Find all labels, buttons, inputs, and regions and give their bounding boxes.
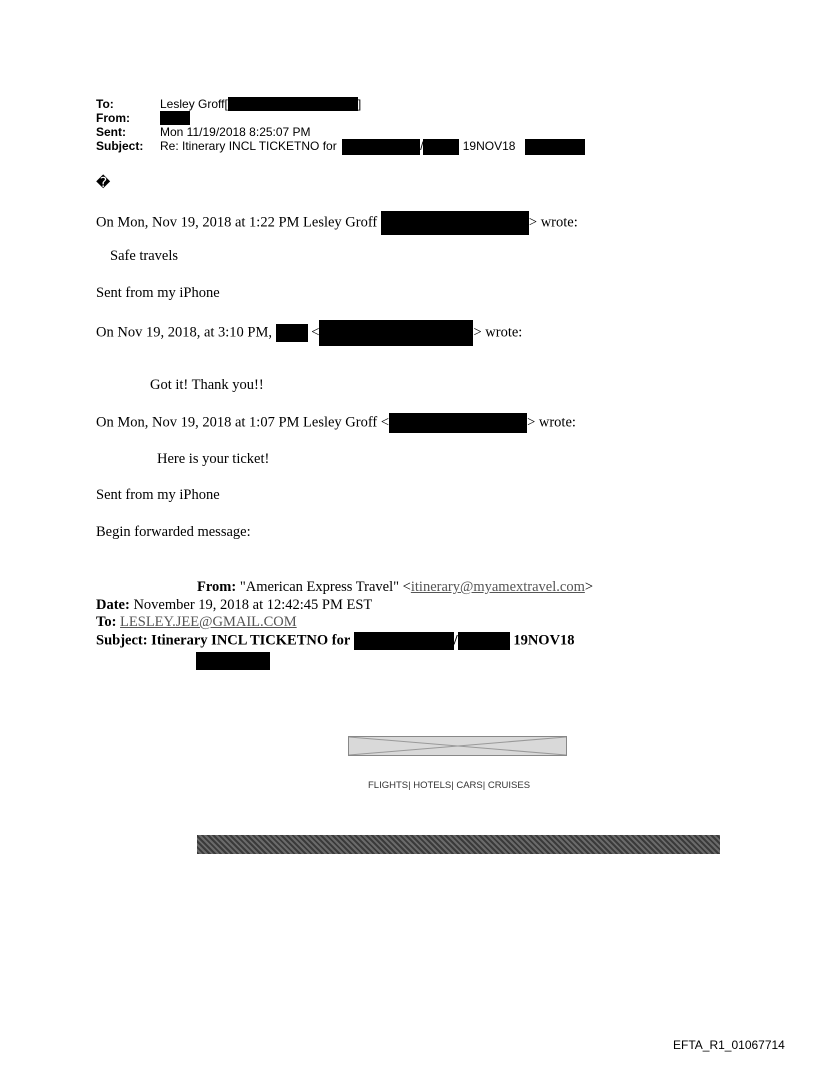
to-value: Lesley Groff[ [160, 97, 228, 111]
fwd-to-label: To: [96, 614, 117, 630]
fwd-from-label: From: [197, 579, 237, 595]
fwd-to-row [96, 614, 297, 631]
sent-from-iphone-1: Sent from my iPhone [96, 285, 220, 301]
replacement-glyph: � [96, 175, 111, 191]
sent-value: Mon 11/19/2018 8:25:07 PM [160, 125, 311, 139]
begin-forwarded-text: Begin forwarded message: [96, 524, 251, 540]
redaction-block [276, 324, 308, 342]
from-label: From: [96, 111, 130, 125]
nav-links[interactable]: FLIGHTS| HOTELS| CARS| CRUISES [368, 780, 531, 791]
fwd-subject-label: Subject: Itinerary INCL TICKETNO for [96, 632, 351, 649]
fwd-to-email-link[interactable]: LESLEY.JEE@GMAIL.COM [120, 614, 297, 630]
redaction-block [319, 320, 473, 346]
quote-line-1: On Mon, Nov 19, 2018 at 1:22 PM Lesley Groff > wrote: [96, 211, 578, 235]
redaction-block [160, 111, 190, 125]
subject-slash: / [420, 139, 424, 154]
fwd-date-label: Date: [96, 597, 130, 613]
fwd-subject-row: Subject: Itinerary INCL TICKETNO for / 19NOV18 [96, 632, 575, 649]
here-is-ticket-text: Here is your ticket! [157, 451, 270, 467]
to-label: To: [96, 97, 114, 111]
fwd-from-email-link[interactable]: itinerary@myamextravel.com [410, 579, 585, 595]
decorative-bar [197, 835, 720, 854]
redaction-block [381, 211, 529, 235]
broken-image-icon [349, 737, 566, 755]
redaction-block [342, 139, 420, 155]
redaction-block [423, 139, 459, 155]
fwd-subject-date: 19NOV18 [513, 632, 575, 649]
redaction-block [525, 139, 585, 155]
fwd-from-row: From: "American Express Travel" <itinerary@myamextravel.com> [197, 579, 594, 595]
fwd-date-row [96, 597, 372, 614]
safe-travels-text: Safe travels [110, 248, 179, 264]
got-it-text: Got it! Thank you!! [150, 377, 264, 393]
document-id: EFTA_R1_01067714 [673, 1038, 785, 1052]
redaction-block [196, 652, 270, 670]
fwd-date-value: November 19, 2018 at 12:42:45 PM EST [133, 597, 373, 613]
subject-label: Subject: [96, 139, 144, 153]
sent-from-iphone-2: Sent from my iPhone [96, 487, 220, 503]
quote-line-2: On Nov 19, 2018, at 3:10 PM, < > wrote: [96, 320, 522, 346]
subject-value: Re: Itinerary INCL TICKETNO for [160, 139, 337, 154]
sent-label: Sent: [96, 125, 126, 139]
redaction-block [228, 97, 358, 111]
subject-date: 19NOV18 [462, 139, 516, 154]
to-close: ] [357, 97, 362, 111]
redaction-block [354, 632, 454, 650]
email-header [96, 97, 656, 161]
redaction-block [458, 632, 510, 650]
broken-image-placeholder [348, 736, 567, 756]
redaction-block [389, 413, 527, 433]
quote-line-3: On Mon, Nov 19, 2018 at 1:07 PM Lesley Groff < > wrote: [96, 413, 576, 433]
